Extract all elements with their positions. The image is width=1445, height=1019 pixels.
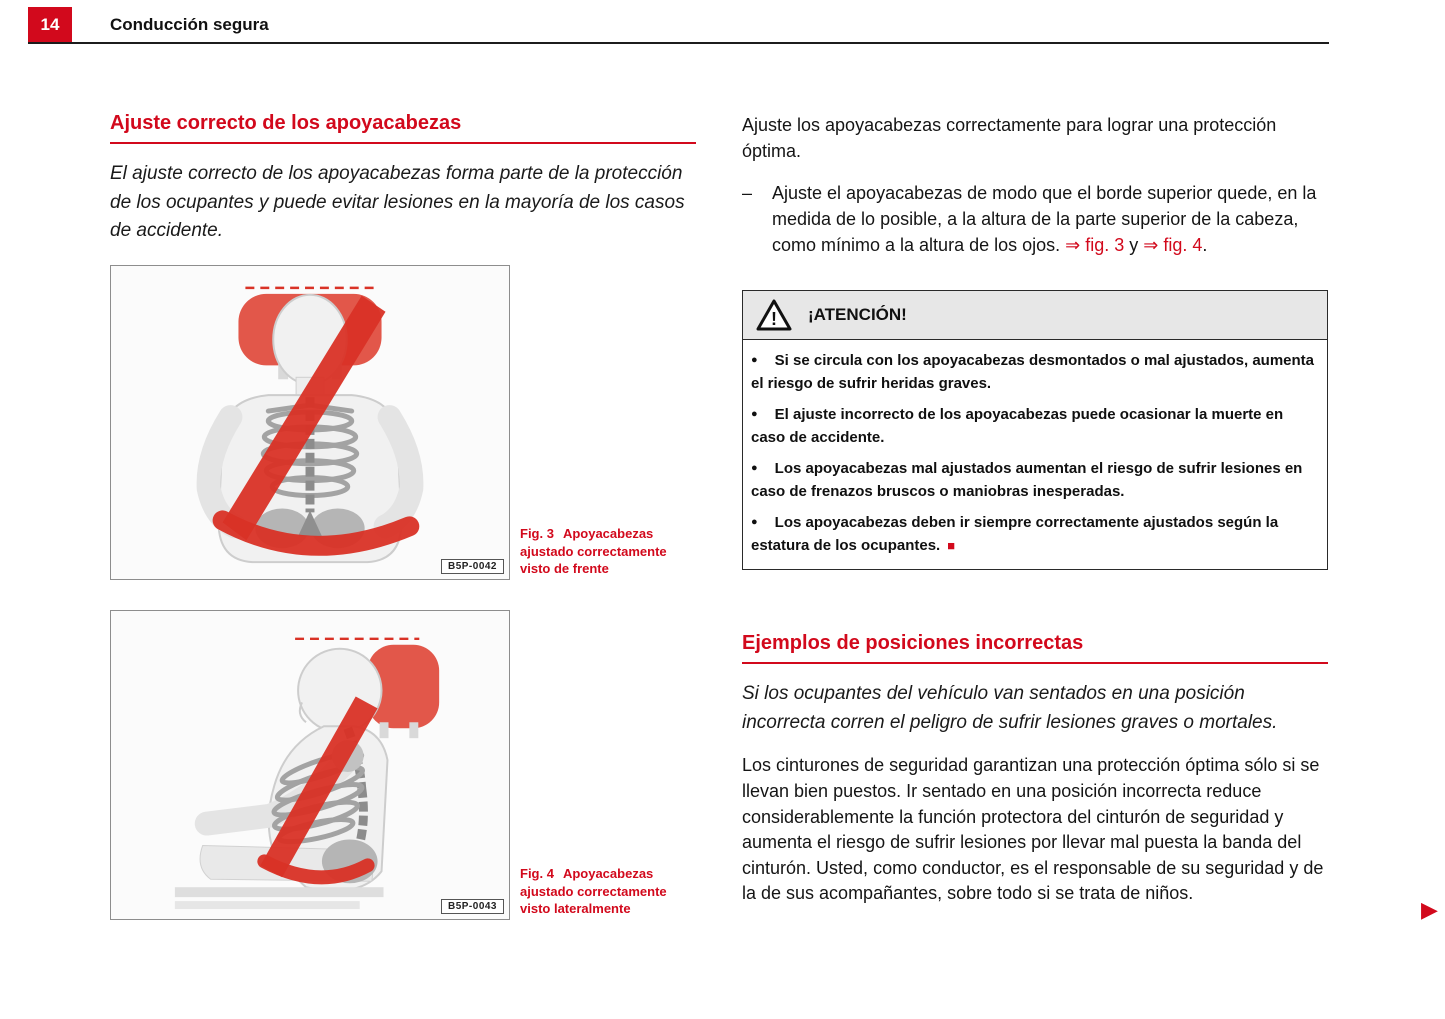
- bullet-icon: ●: [751, 408, 758, 421]
- right-column: [742, 112, 1328, 907]
- fig3-reference-link[interactable]: ⇒ fig. 3: [1065, 235, 1125, 256]
- section-title-headrests: Ajuste correcto de los apoyacabezas: [110, 112, 696, 144]
- figure-4-frame: [110, 610, 510, 920]
- instruction-conjunction: y: [1124, 235, 1144, 256]
- section2-intro-paragraph: Si los ocupantes del vehículo van sentados en una posición incorrecta corren el peligro de sufrir lesiones graves o mortales.: [742, 683, 1278, 733]
- warning-item-text: El ajuste incorrecto de los apoyacabezas puede ocasionar la muerte en caso de accidente.: [751, 406, 1284, 446]
- fig3-headrest-front-illustration: [111, 266, 509, 579]
- warning-item-text: Los apoyacabezas deben ir siempre correctamente ajustados según la estatura de los ocupantes.: [751, 514, 1279, 554]
- instruction-period: .: [1202, 235, 1208, 256]
- bullet-icon: ●: [751, 462, 758, 475]
- figure-3-code-badge: B5P-0042: [441, 559, 504, 574]
- warning-item-text: Los apoyacabezas mal ajustados aumentan el riesgo de sufrir lesiones en caso de frenazos bruscos o maniobras inesperadas.: [751, 460, 1303, 500]
- warning-item: [751, 404, 1319, 449]
- bullet-icon: ●: [751, 354, 758, 367]
- header-rule: [28, 42, 1329, 44]
- bullet-icon: ●: [751, 516, 758, 529]
- left-column: [110, 112, 696, 246]
- figure-3-block: [110, 265, 690, 580]
- figure-3-caption-text: Apoyacabezas ajustado correctamente visto de frente: [520, 526, 667, 577]
- figure-4-block: [110, 610, 690, 920]
- adjust-instruction-item: [742, 180, 1328, 258]
- warning-title: ¡ATENCIÓN!: [808, 305, 907, 325]
- fig4-reference-link[interactable]: ⇒ fig. 4: [1143, 235, 1203, 256]
- fig4-headrest-side-illustration: [111, 611, 509, 919]
- seatbelt-paragraph: Los cinturones de seguridad garantizan una protección óptima sólo si se llevan bien puestos. Ir sentado en una posición incorrecta reduce considerablemente la función protectora del cinturón de seguridad y aumenta el riesgo de sufrir lesiones por llevar mal puesta la banda del cinturón. Usted, como conductor, es el responsable de su seguridad y de la de sus acompañantes, sobre todo si se trata de niños.: [742, 755, 1324, 904]
- warning-item: [751, 512, 1319, 557]
- figure-4-caption-label: Fig. 4: [520, 866, 554, 882]
- figure-3-caption-label: Fig. 3: [520, 526, 554, 542]
- adjust-paragraph: Ajuste los apoyacabezas correctamente para lograr una protección óptima.: [742, 115, 1277, 162]
- warning-box: [742, 290, 1328, 570]
- section-title-incorrect-positions: Ejemplos de posiciones incorrectas: [742, 632, 1328, 664]
- end-of-section-marker: ■: [947, 537, 956, 553]
- warning-item: [751, 350, 1319, 395]
- figure-4-caption-text: Apoyacabezas ajustado correctamente visto lateralmente: [520, 866, 667, 917]
- warning-header: [743, 291, 1327, 340]
- figure-4-caption: [520, 865, 690, 918]
- page-number-badge: 14: [28, 7, 72, 42]
- warning-item: [751, 458, 1319, 503]
- figure-3-frame: [110, 265, 510, 580]
- figure-4-code-badge: B5P-0043: [441, 899, 504, 914]
- svg-text:!: !: [771, 309, 777, 330]
- dash-marker: –: [742, 183, 753, 204]
- figure-3-caption: [520, 525, 690, 578]
- warning-triangle-icon: [755, 298, 793, 332]
- warning-body: [743, 340, 1327, 569]
- header-title: Conducción segura: [110, 15, 269, 34]
- instruction-text: Ajuste el apoyacabezas de modo que el borde superior quede, en la medida de lo posible, a la altura de la parte superior de la cabeza, como mínimo a la altura de los ojos.: [772, 183, 1317, 256]
- continuation-arrow-icon: ▶: [1421, 897, 1438, 922]
- warning-item-text: Si se circula con los apoyacabezas desmontados o mal ajustados, aumenta el riesgo de sufrir heridas graves.: [751, 352, 1315, 392]
- section-intro-paragraph: El ajuste correcto de los apoyacabezas forma parte de la protección de los ocupantes y puede evitar lesiones en la mayoría de los casos de accidente.: [110, 163, 685, 241]
